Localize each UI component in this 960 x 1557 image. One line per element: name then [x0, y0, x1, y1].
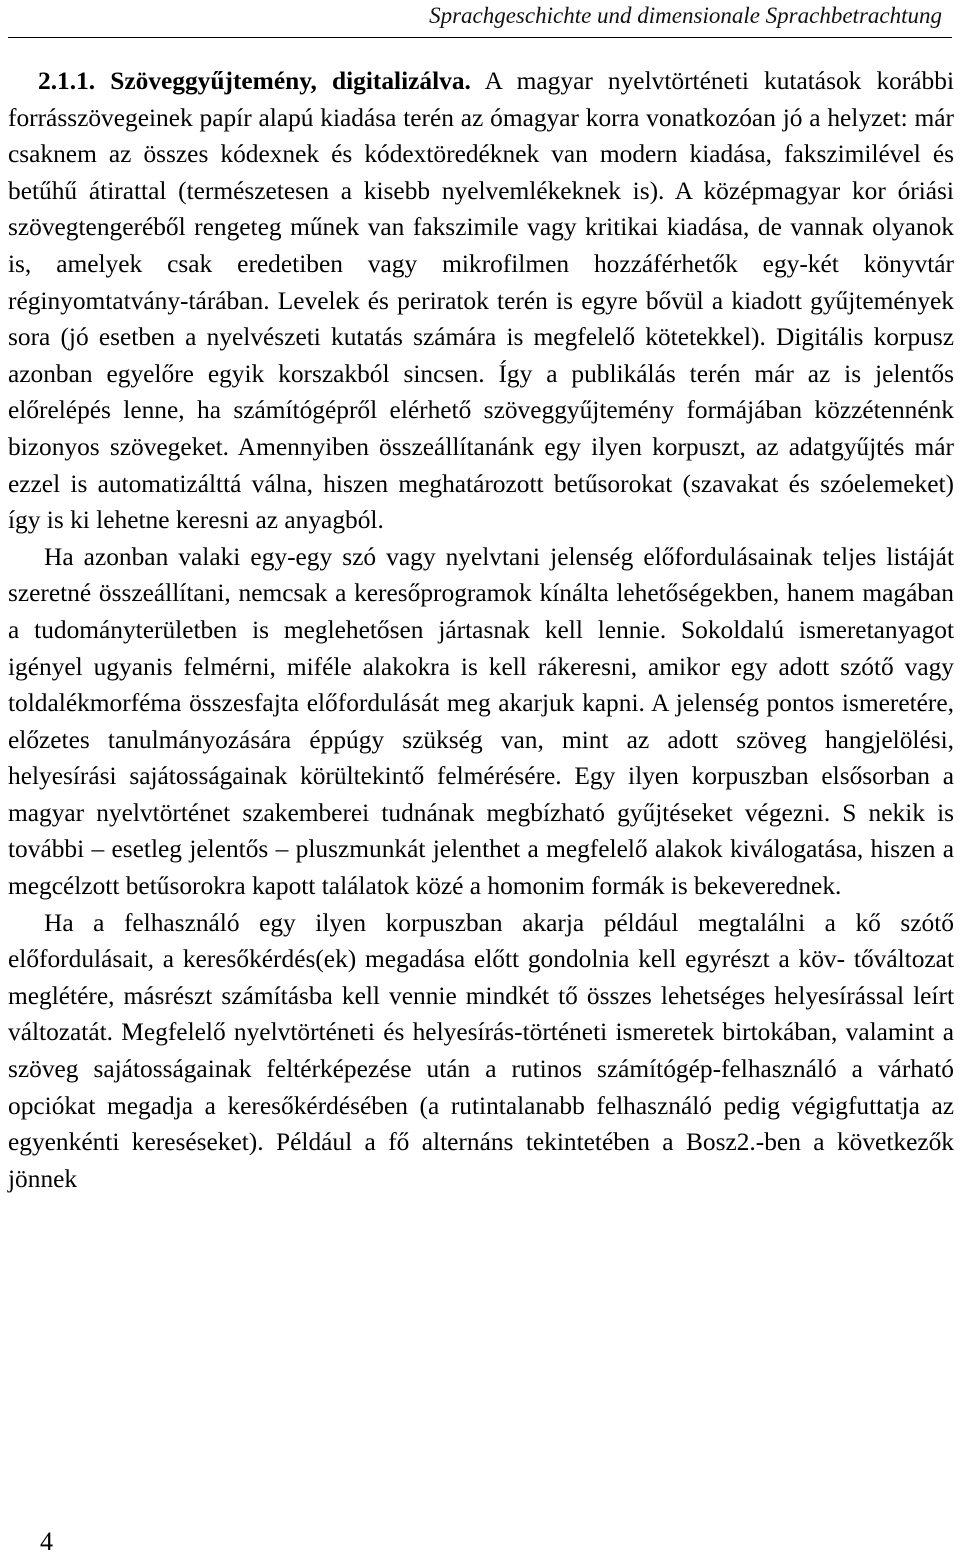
page-body [8, 63, 954, 1197]
paragraph-1-text: A magyar nyelvtörténeti kutatások korábbi forrásszövegeinek papír alapú kiadása terén az ómagyar korra vonatkozóan jó a helyzet: már csaknem az összes kódexnek és kódextöredéknek van modern kiadása, fakszimilével és betűhű átirattal (természetesen a kisebb nyelvemlékeknek is). A középmagyar kor óriási szövegtengeréből rengeteg műnek van fakszimile vagy kritikai kiadása, de vannak olyanok is, amelyek csak eredetiben vagy mikrofilmen hozzáférhetők egy-két könyvtár réginyomtatvány-tárában. Levelek és periratok terén is egyre bővül a kiadott gyűjtemények sora (jó esetben a nyelvészeti kutatás számára is megfelelő kötetekkel). Digitális korpusz azonban egyelőre egyik korszakból sincsen. Így a publikálás terén már az is jelentős előrelépés lenne, ha számítógépről elérhető szöveggyűjtemény formájában közzétennénk bizonyos szövegeket. Amennyiben összeállítanánk egy ilyen korpuszt, az adatgyűjtés már ezzel is automatizálttá válna, hiszen meghatározott betűsorokat (szavakat és szóelemeket) így is ki lehetne keresni az anyagból. [8, 67, 955, 535]
paragraph-1 [8, 63, 954, 539]
paragraph-3: Ha a felhasználó egy ilyen korpuszban akarja például megtalálni a kő szótő előfordulásait, a keresőkérdés(ek) megadása előtt gondolnia kell egyrészt a köv- tőváltozat meglétére, másrészt számításba kell vennie mindkét tő összes lehetséges helyesírással leírt változatát. Megfelelő nyelvtörténeti és helyesírás-történeti ismeretek birtokában, valamint a szöveg sajátosságainak feltérképezése után a rutinos számítógép-felhasználó a várható opciókat megadja a keresőkérdésében (a rutintalanabb felhasználó pedig végigfuttatja az egyenkénti kereséseket). Például a fő alternáns tekintetében a Bosz2.-ben a következők jönnek [8, 908, 954, 1193]
running-title: Sprachgeschichte und dimensionale Sprachbetrachtung [429, 3, 942, 28]
paragraph-2: Ha azonban valaki egy-egy szó vagy nyelvtani jelenség előfordulásainak teljes listáját szeretné összeállítani, nemcsak a keresőprogramok kínálta lehetőségekben, hanem magában a tudományterületben is meglehetősen jártasnak kell lennie. Sokoldalú ismeretanyagot igényel ugyanis felmérni, miféle alakokra is kell rákeresni, amikor egy adott szótő vagy toldalékmorféma összesfajta előfordulását meg akarjuk kapni. A jelenség pontos ismeretére, előzetes tanulmányozására éppúgy szükség van, mint az adott szöveg hangjelölési, helyesírási sajátosságainak körültekintő felmérésére. Egy ilyen korpuszban elsősorban a magyar nyelvtörténet szakemberei tudnának megbízható gyűjtéseket végezni. S nekik is további – esetleg jelentős – pluszmunkát jelenthet a megfelelő alakok kiválogatása, hiszen a megcélzott betűsorokra kapott találatok közé a homonim formák is bekeverednek. [8, 542, 954, 901]
page-number: 4 [40, 1527, 53, 1556]
section-heading: 2.1.1. Szöveggyűjtemény, digitalizálva. [38, 67, 471, 95]
running-header [8, 0, 952, 38]
